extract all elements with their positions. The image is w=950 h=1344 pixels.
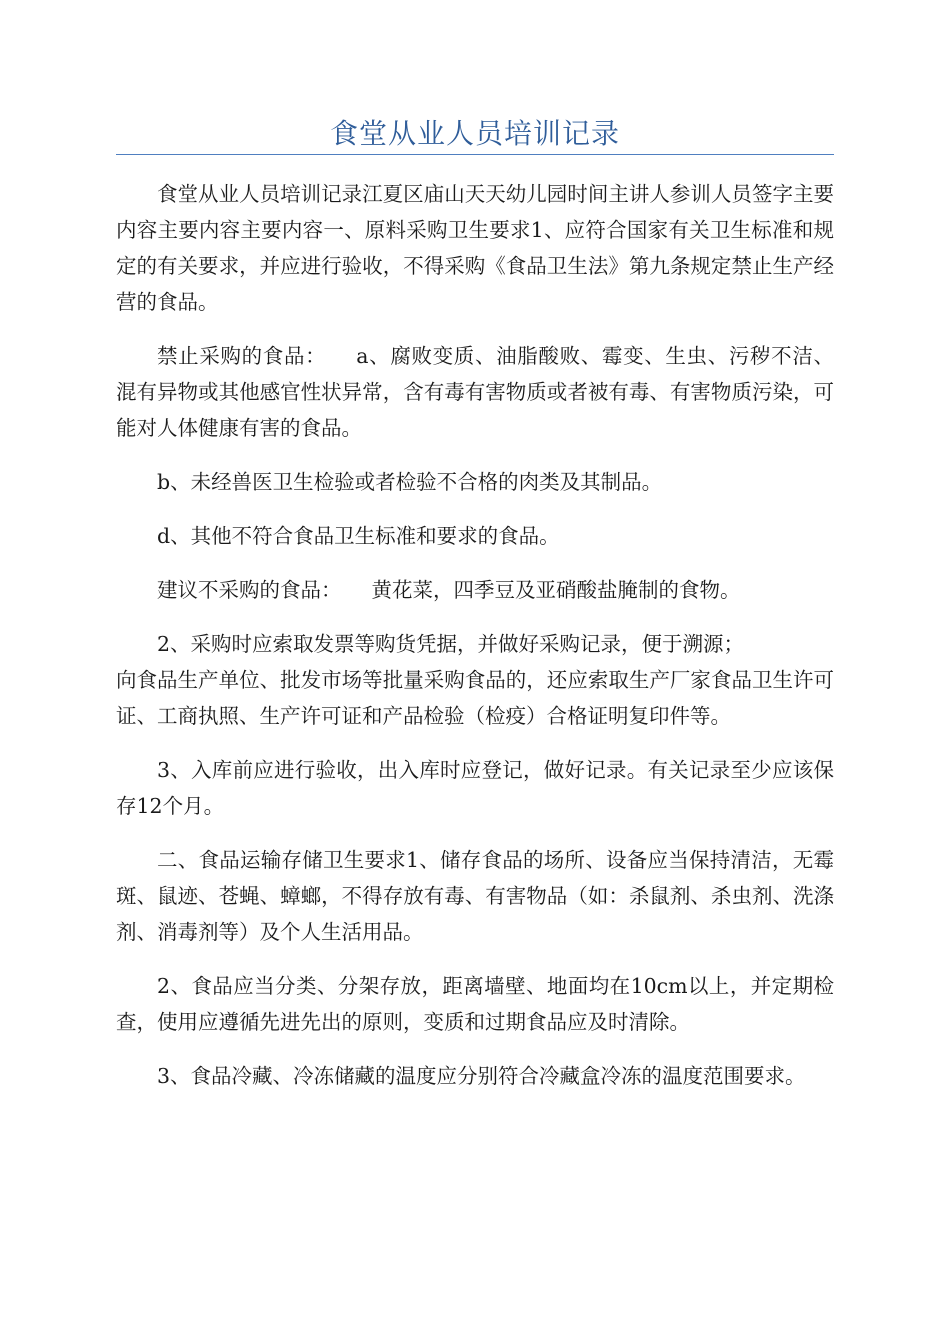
prohibited-item-a: a、腐败变质、油脂酸败、霉变、生虫、污秽不洁、混有异物或其他感官性状异常，含有毒有害物质或者被有毒、有害物质污染，可能对人体健康有害的食品。 bbox=[116, 344, 834, 440]
document-title: 食堂从业人员培训记录 bbox=[329, 117, 620, 150]
paragraph-storage-rule-3: 3、食品冷藏、冷冻储藏的温度应分别符合冷藏盒冷冻的温度范围要求。 bbox=[157, 1064, 806, 1088]
paragraph-bulk-purchase: 向食品生产单位、批发市场等批量采购食品的，还应索取生产厂家食品卫生许可证、工商执照、生产许可证和产品检验（检疫）合格证明复印件等。 bbox=[116, 668, 834, 728]
paragraph-prohibited-b: b、未经兽医卫生检验或者检验不合格的肉类及其制品。 bbox=[157, 470, 663, 494]
title-underline bbox=[116, 154, 834, 155]
paragraph-storage-rule-2: 2、食品应当分类、分架存放，距离墙壁、地面均在10cm以上，并定期检查，使用应遵循先进先出的原则，变质和过期食品应及时清除。 bbox=[116, 974, 834, 1034]
prohibited-label: 禁止采购的食品： bbox=[157, 344, 327, 368]
paragraph-storage-section: 二、食品运输存储卫生要求1、储存食品的场所、设备应当保持清洁，无霉斑、鼠迹、苍蝇、蟑螂，不得存放有毒、有害物品（如：杀鼠剂、杀虫剂、洗涤剂、消毒剂等）及个人生活用品。 bbox=[116, 848, 834, 944]
paragraph-prohibited bbox=[116, 338, 834, 446]
not-recommended-label: 建议不采购的食品： bbox=[157, 578, 342, 602]
paragraph-receipts: 2、采购时应索取发票等购货凭据，并做好采购记录，便于溯源； bbox=[157, 632, 745, 656]
paragraph-intro: 食堂从业人员培训记录江夏区庙山天天幼儿园时间主讲人参训人员签字主要内容主要内容主要内容一、原料采购卫生要求1、应符合国家有关卫生标准和规定的有关要求，并应进行验收，不得采购《食品卫生法》第九条规定禁止生产经营的食品。 bbox=[116, 182, 834, 314]
paragraph-inspection: 3、入库前应进行验收，出入库时应登记，做好记录。有关记录至少应该保存12个月。 bbox=[116, 758, 834, 818]
document-body bbox=[116, 176, 834, 1112]
not-recommended-items: 黄花菜，四季豆及亚硝酸盐腌制的食物。 bbox=[371, 578, 741, 602]
paragraph-prohibited-d: d、其他不符合食品卫生标准和要求的食品。 bbox=[157, 524, 560, 548]
paragraph-not-recommended bbox=[116, 572, 834, 608]
